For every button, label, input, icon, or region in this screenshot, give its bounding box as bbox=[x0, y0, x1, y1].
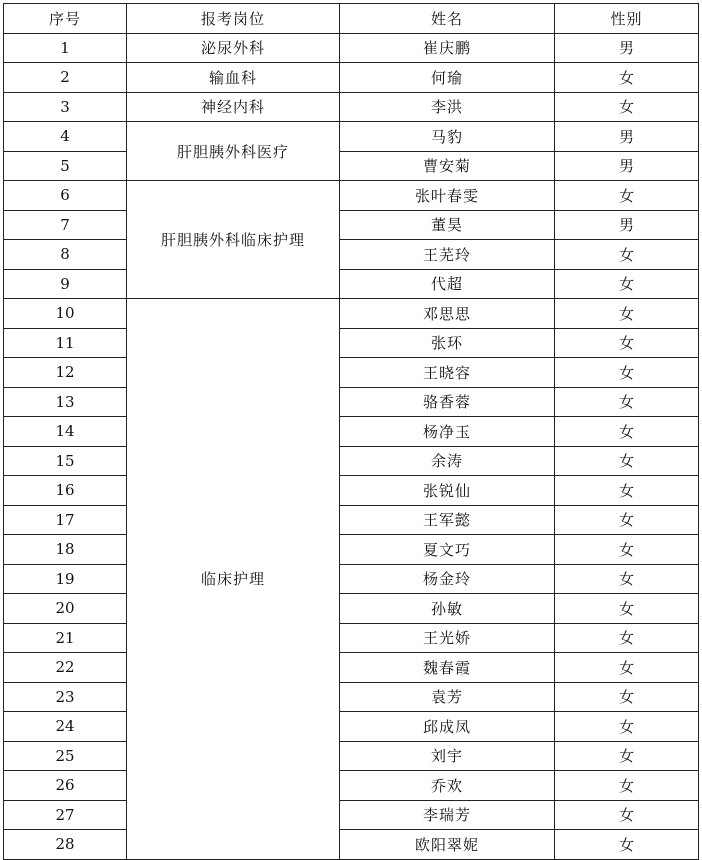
cell-name: 曹安菊 bbox=[340, 151, 555, 181]
cell-gender: 女 bbox=[555, 358, 699, 388]
cell-index: 20 bbox=[4, 594, 127, 624]
header-post: 报考岗位 bbox=[127, 4, 340, 34]
cell-name: 杨金玲 bbox=[340, 564, 555, 594]
cell-index: 21 bbox=[4, 623, 127, 653]
cell-gender: 女 bbox=[555, 741, 699, 771]
cell-index: 25 bbox=[4, 741, 127, 771]
table-row bbox=[4, 328, 699, 358]
table-row bbox=[4, 771, 699, 801]
table-row bbox=[4, 830, 699, 860]
cell-gender: 女 bbox=[555, 771, 699, 801]
cell-index: 18 bbox=[4, 535, 127, 565]
cell-name: 夏文巧 bbox=[340, 535, 555, 565]
cell-name: 王光娇 bbox=[340, 623, 555, 653]
cell-post: 泌尿外科 bbox=[127, 33, 340, 63]
cell-name: 王晓容 bbox=[340, 358, 555, 388]
table-row bbox=[4, 505, 699, 535]
cell-index: 12 bbox=[4, 358, 127, 388]
cell-name: 崔庆鹏 bbox=[340, 33, 555, 63]
header-name: 姓名 bbox=[340, 4, 555, 34]
table-row bbox=[4, 63, 699, 93]
cell-name: 邱成凤 bbox=[340, 712, 555, 742]
cell-index: 17 bbox=[4, 505, 127, 535]
cell-index: 3 bbox=[4, 92, 127, 122]
table-row bbox=[4, 33, 699, 63]
cell-gender: 男 bbox=[555, 122, 699, 152]
cell-gender: 女 bbox=[555, 682, 699, 712]
table-row bbox=[4, 299, 699, 329]
cell-index: 10 bbox=[4, 299, 127, 329]
cell-index: 26 bbox=[4, 771, 127, 801]
cell-name: 董昊 bbox=[340, 210, 555, 240]
cell-gender: 男 bbox=[555, 210, 699, 240]
table-row bbox=[4, 151, 699, 181]
cell-name: 魏春霞 bbox=[340, 653, 555, 683]
cell-gender: 女 bbox=[555, 653, 699, 683]
cell-index: 24 bbox=[4, 712, 127, 742]
cell-gender: 女 bbox=[555, 328, 699, 358]
cell-name: 刘宇 bbox=[340, 741, 555, 771]
cell-gender: 女 bbox=[555, 92, 699, 122]
table-row bbox=[4, 358, 699, 388]
table-row bbox=[4, 800, 699, 830]
candidate-table bbox=[3, 3, 699, 860]
cell-name: 杨净玉 bbox=[340, 417, 555, 447]
table-row bbox=[4, 623, 699, 653]
cell-index: 28 bbox=[4, 830, 127, 860]
cell-gender: 女 bbox=[555, 181, 699, 211]
table-row bbox=[4, 92, 699, 122]
cell-gender: 女 bbox=[555, 535, 699, 565]
cell-name: 张叶春雯 bbox=[340, 181, 555, 211]
table-row bbox=[4, 387, 699, 417]
table-row bbox=[4, 240, 699, 270]
cell-gender: 女 bbox=[555, 800, 699, 830]
cell-index: 13 bbox=[4, 387, 127, 417]
cell-post: 肝胆胰外科临床护理 bbox=[127, 181, 340, 299]
cell-name: 袁芳 bbox=[340, 682, 555, 712]
cell-index: 27 bbox=[4, 800, 127, 830]
cell-name: 马豹 bbox=[340, 122, 555, 152]
cell-gender: 女 bbox=[555, 623, 699, 653]
cell-name: 王军懿 bbox=[340, 505, 555, 535]
table-row bbox=[4, 682, 699, 712]
cell-index: 6 bbox=[4, 181, 127, 211]
header-row bbox=[4, 4, 699, 34]
cell-gender: 女 bbox=[555, 299, 699, 329]
cell-index: 23 bbox=[4, 682, 127, 712]
cell-gender: 女 bbox=[555, 594, 699, 624]
cell-name: 王芜玲 bbox=[340, 240, 555, 270]
cell-name: 张环 bbox=[340, 328, 555, 358]
cell-gender: 女 bbox=[555, 269, 699, 299]
cell-name: 代超 bbox=[340, 269, 555, 299]
cell-index: 19 bbox=[4, 564, 127, 594]
cell-index: 7 bbox=[4, 210, 127, 240]
table-body bbox=[4, 33, 699, 859]
cell-index: 22 bbox=[4, 653, 127, 683]
table-row bbox=[4, 122, 699, 152]
table-header bbox=[4, 4, 699, 34]
header-gender: 性别 bbox=[555, 4, 699, 34]
table-row bbox=[4, 594, 699, 624]
cell-index: 8 bbox=[4, 240, 127, 270]
cell-gender: 女 bbox=[555, 712, 699, 742]
cell-post: 临床护理 bbox=[127, 299, 340, 860]
cell-index: 9 bbox=[4, 269, 127, 299]
table-row bbox=[4, 476, 699, 506]
cell-gender: 女 bbox=[555, 240, 699, 270]
cell-index: 11 bbox=[4, 328, 127, 358]
cell-post: 神经内科 bbox=[127, 92, 340, 122]
cell-name: 李瑞芳 bbox=[340, 800, 555, 830]
table-row bbox=[4, 653, 699, 683]
table-row bbox=[4, 181, 699, 211]
cell-gender: 男 bbox=[555, 151, 699, 181]
table-row bbox=[4, 535, 699, 565]
cell-index: 16 bbox=[4, 476, 127, 506]
cell-index: 5 bbox=[4, 151, 127, 181]
cell-gender: 女 bbox=[555, 505, 699, 535]
cell-gender: 女 bbox=[555, 417, 699, 447]
cell-name: 何瑜 bbox=[340, 63, 555, 93]
cell-gender: 男 bbox=[555, 33, 699, 63]
cell-name: 欧阳翠妮 bbox=[340, 830, 555, 860]
table-row bbox=[4, 417, 699, 447]
cell-post: 输血科 bbox=[127, 63, 340, 93]
cell-index: 4 bbox=[4, 122, 127, 152]
table-row bbox=[4, 210, 699, 240]
cell-name: 余涛 bbox=[340, 446, 555, 476]
cell-name: 孙敏 bbox=[340, 594, 555, 624]
cell-gender: 女 bbox=[555, 476, 699, 506]
table-row bbox=[4, 712, 699, 742]
cell-name: 骆香蓉 bbox=[340, 387, 555, 417]
cell-gender: 女 bbox=[555, 564, 699, 594]
table-row bbox=[4, 741, 699, 771]
cell-index: 15 bbox=[4, 446, 127, 476]
cell-index: 14 bbox=[4, 417, 127, 447]
cell-name: 乔欢 bbox=[340, 771, 555, 801]
header-index: 序号 bbox=[4, 4, 127, 34]
cell-post: 肝胆胰外科医疗 bbox=[127, 122, 340, 181]
cell-index: 1 bbox=[4, 33, 127, 63]
table-row bbox=[4, 446, 699, 476]
table-row bbox=[4, 564, 699, 594]
cell-name: 邓思思 bbox=[340, 299, 555, 329]
table-row bbox=[4, 269, 699, 299]
cell-gender: 女 bbox=[555, 446, 699, 476]
cell-name: 张锐仙 bbox=[340, 476, 555, 506]
cell-gender: 女 bbox=[555, 387, 699, 417]
cell-name: 李洪 bbox=[340, 92, 555, 122]
cell-index: 2 bbox=[4, 63, 127, 93]
cell-gender: 女 bbox=[555, 63, 699, 93]
cell-gender: 女 bbox=[555, 830, 699, 860]
